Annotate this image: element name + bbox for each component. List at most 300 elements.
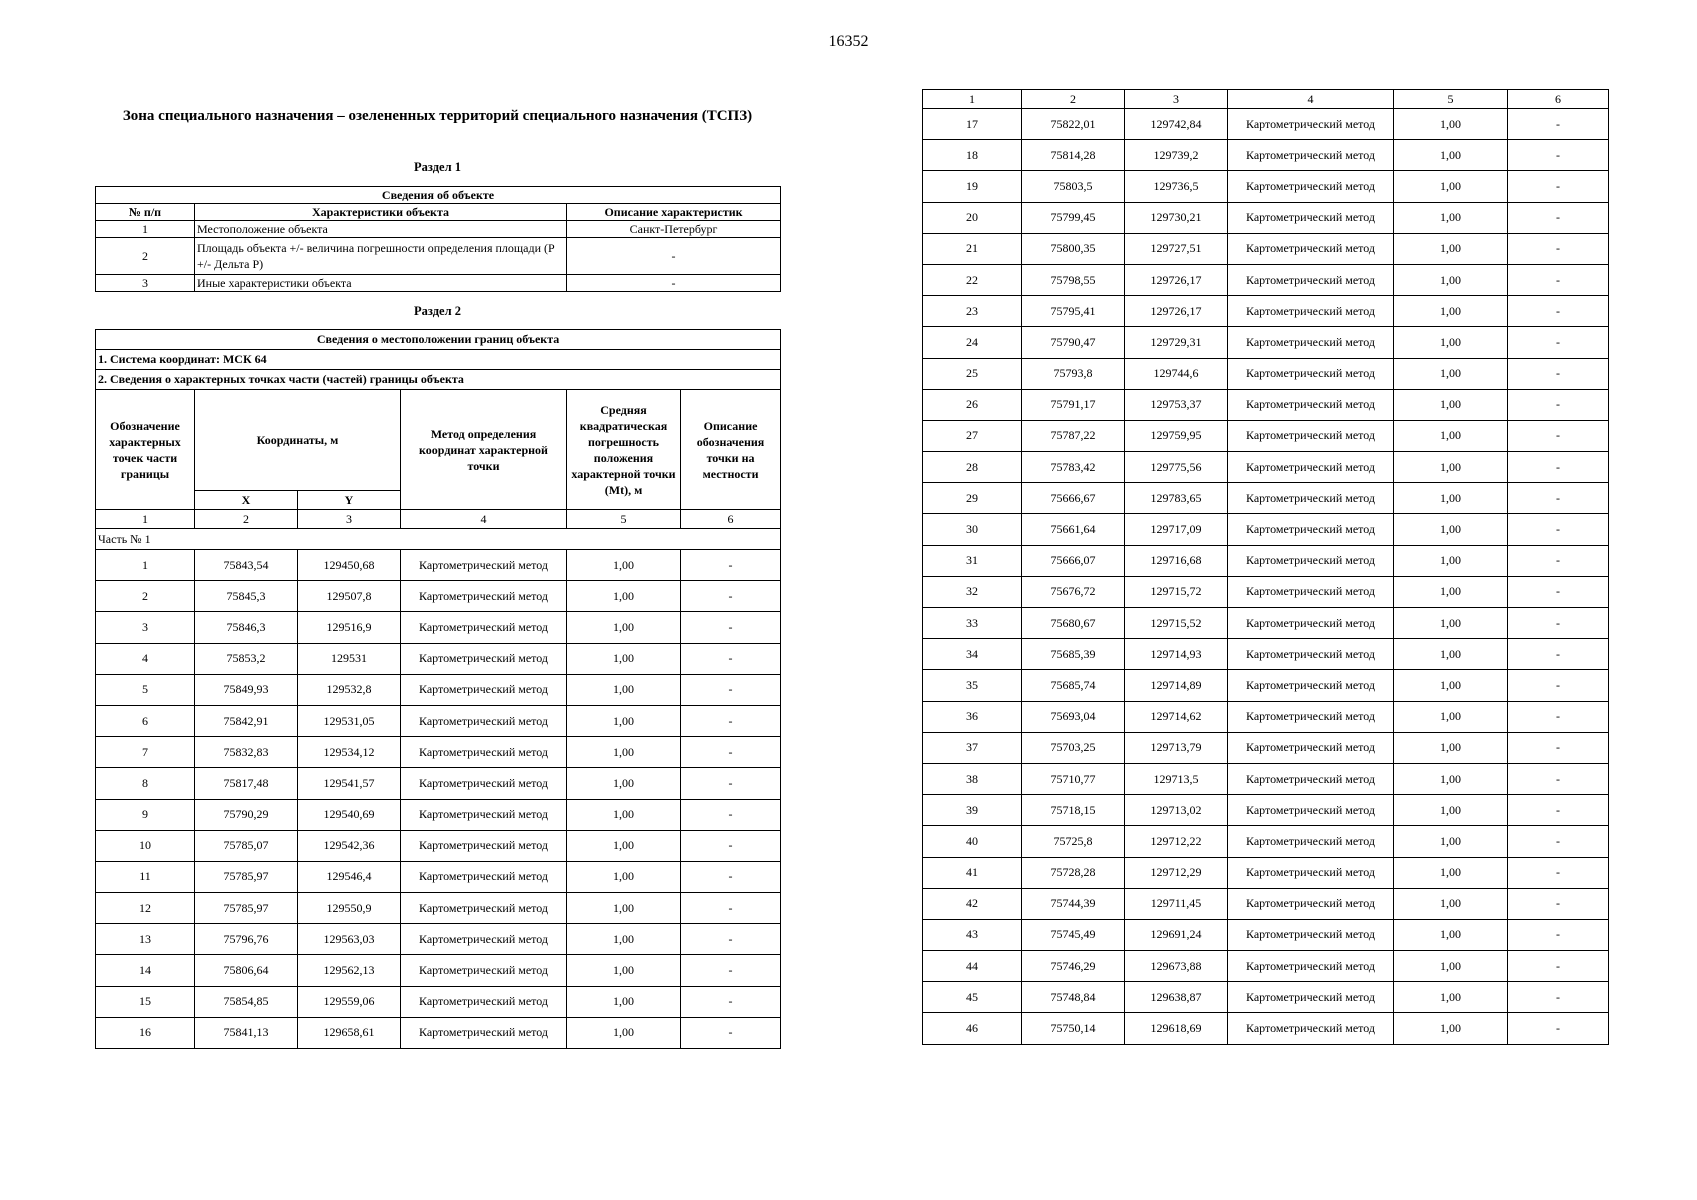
mean-error: 1,00 [1394,763,1508,794]
mean-error: 1,00 [1394,109,1508,140]
mean-error: 1,00 [1394,140,1508,171]
point-number: 16 [96,1017,195,1048]
point-description: - [1508,140,1609,171]
mean-error: 1,00 [1394,264,1508,295]
coord-x: 75832,83 [195,737,298,768]
mean-error: 1,00 [567,643,681,674]
point-number: 36 [923,701,1022,732]
method: Картометрический метод [1228,608,1394,639]
point-number: 26 [923,389,1022,420]
column-number: 3 [1125,90,1228,109]
mean-error: 1,00 [1394,389,1508,420]
point-description: - [681,830,781,861]
point-description: - [1508,701,1609,732]
coord-y: 129711,45 [1125,888,1228,919]
point-description: - [1508,826,1609,857]
coord-x: 75728,28 [1022,857,1125,888]
col-header-num: № п/п [96,204,195,221]
mean-error: 1,00 [567,955,681,986]
coord-x: 75798,55 [1022,264,1125,295]
point-number: 5 [96,674,195,705]
coord-y: 129691,24 [1125,919,1228,950]
mean-error: 1,00 [1394,732,1508,763]
mean-error: 1,00 [1394,795,1508,826]
method: Картометрический метод [401,612,567,643]
point-description: - [681,674,781,705]
point-number: 18 [923,140,1022,171]
table-row [96,737,781,768]
mean-error: 1,00 [567,986,681,1017]
mean-error: 1,00 [1394,514,1508,545]
point-description: - [1508,389,1609,420]
coord-y: 129729,31 [1125,327,1228,358]
table-row [923,420,1609,451]
coord-y: 129546,4 [298,861,401,892]
coord-y: 129713,02 [1125,795,1228,826]
table-row [923,951,1609,982]
coord-y: 129726,17 [1125,296,1228,327]
point-description: - [1508,763,1609,794]
point-number: 23 [923,296,1022,327]
table-row [923,826,1609,857]
coord-x: 75785,97 [195,893,298,924]
mean-error: 1,00 [1394,919,1508,950]
method: Картометрический метод [401,986,567,1017]
table-row [96,705,781,736]
coord-x: 75790,47 [1022,327,1125,358]
coord-y: 129759,95 [1125,420,1228,451]
method: Картометрический метод [1228,763,1394,794]
table-row [923,296,1609,327]
method: Картометрический метод [1228,639,1394,670]
point-description: - [1508,888,1609,919]
coord-x: 75661,64 [1022,514,1125,545]
object-row-num: 3 [96,275,195,292]
mean-error: 1,00 [1394,327,1508,358]
table-row [923,701,1609,732]
mean-error: 1,00 [1394,888,1508,919]
point-description: - [1508,109,1609,140]
mean-error: 1,00 [567,612,681,643]
coord-y: 129563,03 [298,924,401,955]
point-number: 30 [923,514,1022,545]
table-row [923,795,1609,826]
coord-x: 75822,01 [1022,109,1125,140]
mean-error: 1,00 [567,1017,681,1048]
coord-x: 75725,8 [1022,826,1125,857]
mean-error: 1,00 [1394,171,1508,202]
point-description: - [681,986,781,1017]
header-coordinates: Координаты, м [195,390,401,491]
coord-y: 129534,12 [298,737,401,768]
table-row [923,140,1609,171]
coord-y: 129715,72 [1125,576,1228,607]
point-number: 32 [923,576,1022,607]
method: Картометрический метод [401,768,567,799]
coord-x: 75785,97 [195,861,298,892]
point-description: - [681,861,781,892]
mean-error: 1,00 [567,705,681,736]
table-row [923,982,1609,1013]
point-number: 45 [923,982,1022,1013]
section-1-label: Раздел 1 [414,160,461,174]
column-number: 3 [298,510,401,529]
header-method: Метод определения координат характерной точки [401,390,567,510]
coord-x: 75710,77 [1022,763,1125,794]
coord-x: 75849,93 [195,674,298,705]
coord-y: 129541,57 [298,768,401,799]
table-row [96,799,781,830]
point-description: - [1508,452,1609,483]
mean-error: 1,00 [567,830,681,861]
point-description: - [1508,358,1609,389]
mean-error: 1,00 [1394,670,1508,701]
mean-error: 1,00 [1394,202,1508,233]
table-row [923,452,1609,483]
method: Картометрический метод [1228,389,1394,420]
point-number: 41 [923,857,1022,888]
point-number: 25 [923,358,1022,389]
method: Картометрический метод [1228,951,1394,982]
method: Картометрический метод [1228,701,1394,732]
column-number: 4 [1228,90,1394,109]
col-header-characteristic: Характеристики объекта [195,204,567,221]
point-number: 29 [923,483,1022,514]
coord-y: 129717,09 [1125,514,1228,545]
mean-error: 1,00 [1394,233,1508,264]
object-row-description: - [567,238,781,275]
point-description: - [681,643,781,674]
table-row [923,670,1609,701]
method: Картометрический метод [401,955,567,986]
point-description: - [1508,857,1609,888]
coordinate-system: 1. Система координат: МСК 64 [96,350,781,370]
coordinates-table-right [922,89,1609,1045]
point-number: 38 [923,763,1022,794]
table-row [923,202,1609,233]
mean-error: 1,00 [1394,420,1508,451]
point-description: - [681,550,781,581]
table-row [96,893,781,924]
method: Картометрический метод [401,924,567,955]
mean-error: 1,00 [1394,1013,1508,1044]
coord-y: 129739,2 [1125,140,1228,171]
point-number: 6 [96,705,195,736]
column-number: 5 [567,510,681,529]
point-number: 35 [923,670,1022,701]
method: Картометрический метод [1228,919,1394,950]
point-description: - [681,799,781,830]
point-number: 27 [923,420,1022,451]
table-row [923,327,1609,358]
point-number: 14 [96,955,195,986]
point-description: - [681,893,781,924]
point-number: 19 [923,171,1022,202]
method: Картометрический метод [1228,140,1394,171]
mean-error: 1,00 [1394,452,1508,483]
table-row [923,109,1609,140]
mean-error: 1,00 [1394,608,1508,639]
point-number: 9 [96,799,195,830]
coord-x: 75790,29 [195,799,298,830]
table-row [923,389,1609,420]
method: Картометрический метод [401,643,567,674]
method: Картометрический метод [1228,1013,1394,1044]
points-title: 2. Сведения о характерных точках части (частей) границы объекта [96,370,781,390]
point-description: - [681,737,781,768]
method: Картометрический метод [1228,670,1394,701]
table-row [96,955,781,986]
mean-error: 1,00 [567,674,681,705]
coord-y: 129715,52 [1125,608,1228,639]
point-description: - [1508,420,1609,451]
mean-error: 1,00 [567,799,681,830]
column-number: 6 [681,510,781,529]
coord-x: 75791,17 [1022,389,1125,420]
method: Картометрический метод [401,705,567,736]
point-description: - [1508,233,1609,264]
point-number: 3 [96,612,195,643]
document-title: Зона специального назначения – озелененных территорий специального назначения (ТСПЗ) [122,108,753,124]
point-number: 24 [923,327,1022,358]
table-row [923,514,1609,545]
point-number: 43 [923,919,1022,950]
point-description: - [1508,1013,1609,1044]
coord-x: 75693,04 [1022,701,1125,732]
coord-x: 75785,07 [195,830,298,861]
coord-x: 75676,72 [1022,576,1125,607]
coord-y: 129542,36 [298,830,401,861]
table-row [96,1017,781,1048]
point-description: - [1508,171,1609,202]
point-number: 8 [96,768,195,799]
mean-error: 1,00 [567,924,681,955]
method: Картометрический метод [401,830,567,861]
point-number: 37 [923,732,1022,763]
coord-y: 129658,61 [298,1017,401,1048]
coord-y: 129638,87 [1125,982,1228,1013]
column-number: 5 [1394,90,1508,109]
point-description: - [1508,670,1609,701]
method: Картометрический метод [401,893,567,924]
table-row [96,550,781,581]
point-number: 20 [923,202,1022,233]
method: Картометрический метод [1228,452,1394,483]
coord-x: 75750,14 [1022,1013,1125,1044]
method: Картометрический метод [1228,327,1394,358]
coord-y: 129712,29 [1125,857,1228,888]
point-description: - [681,1017,781,1048]
coord-y: 129531 [298,643,401,674]
coord-x: 75796,76 [195,924,298,955]
header-mean-error: Средняя квадратическая погрешность положения характерной точки (Mt), м [567,390,681,510]
method: Картометрический метод [1228,545,1394,576]
method: Картометрический метод [1228,795,1394,826]
point-description: - [1508,919,1609,950]
part-label: Часть № 1 [96,529,781,550]
coord-x: 75842,91 [195,705,298,736]
point-number: 34 [923,639,1022,670]
coord-x: 75685,74 [1022,670,1125,701]
coord-y: 129507,8 [298,581,401,612]
point-description: - [1508,202,1609,233]
point-description: - [1508,951,1609,982]
object-info-table [95,186,781,292]
header-x: X [195,491,298,510]
point-number: 22 [923,264,1022,295]
point-description: - [681,612,781,643]
coord-x: 75795,41 [1022,296,1125,327]
point-number: 10 [96,830,195,861]
coord-y: 129736,5 [1125,171,1228,202]
mean-error: 1,00 [1394,483,1508,514]
point-number: 33 [923,608,1022,639]
point-description: - [681,705,781,736]
object-row-description: Санкт-Петербург [567,221,781,238]
coord-x: 75799,45 [1022,202,1125,233]
coord-x: 75793,8 [1022,358,1125,389]
method: Картометрический метод [401,550,567,581]
col-header-description: Описание характеристик [567,204,781,221]
method: Картометрический метод [1228,732,1394,763]
coord-y: 129516,9 [298,612,401,643]
table-row [96,768,781,799]
mean-error: 1,00 [1394,826,1508,857]
method: Картометрический метод [1228,109,1394,140]
object-info-title: Сведения об объекте [96,187,781,204]
point-number: 1 [96,550,195,581]
table-row [923,483,1609,514]
coord-y: 129714,93 [1125,639,1228,670]
column-number: 2 [1022,90,1125,109]
coord-y: 129744,6 [1125,358,1228,389]
column-number: 4 [401,510,567,529]
object-row-num: 1 [96,221,195,238]
coord-y: 129727,51 [1125,233,1228,264]
coord-x: 75817,48 [195,768,298,799]
mean-error: 1,00 [1394,358,1508,389]
coord-x: 75685,39 [1022,639,1125,670]
table-row [96,924,781,955]
point-number: 39 [923,795,1022,826]
page-number: 16352 [828,33,869,50]
coord-x: 75803,5 [1022,171,1125,202]
point-description: - [1508,296,1609,327]
coord-x: 75680,67 [1022,608,1125,639]
point-number: 21 [923,233,1022,264]
method: Картометрический метод [1228,826,1394,857]
coord-y: 129714,89 [1125,670,1228,701]
point-description: - [681,955,781,986]
method: Картометрический метод [1228,420,1394,451]
method: Картометрический метод [1228,171,1394,202]
coord-y: 129726,17 [1125,264,1228,295]
method: Картометрический метод [1228,888,1394,919]
point-number: 31 [923,545,1022,576]
table-row [96,830,781,861]
coord-x: 75746,29 [1022,951,1125,982]
table-row [96,612,781,643]
point-number: 42 [923,888,1022,919]
table-row [923,545,1609,576]
point-description: - [1508,639,1609,670]
method: Картометрический метод [401,861,567,892]
point-description: - [1508,327,1609,358]
mean-error: 1,00 [567,893,681,924]
mean-error: 1,00 [1394,296,1508,327]
coord-x: 75800,35 [1022,233,1125,264]
point-number: 28 [923,452,1022,483]
coord-x: 75745,49 [1022,919,1125,950]
coord-y: 129783,65 [1125,483,1228,514]
coord-x: 75703,25 [1022,732,1125,763]
mean-error: 1,00 [1394,639,1508,670]
coord-x: 75814,28 [1022,140,1125,171]
mean-error: 1,00 [567,861,681,892]
coord-x: 75744,39 [1022,888,1125,919]
mean-error: 1,00 [567,550,681,581]
table-row [96,861,781,892]
point-description: - [681,581,781,612]
coord-y: 129742,84 [1125,109,1228,140]
mean-error: 1,00 [1394,545,1508,576]
mean-error: 1,00 [1394,951,1508,982]
mean-error: 1,00 [567,737,681,768]
point-description: - [1508,732,1609,763]
coord-y: 129450,68 [298,550,401,581]
left-column [95,106,780,1049]
point-description: - [1508,795,1609,826]
table-row [923,919,1609,950]
point-number: 7 [96,737,195,768]
coord-y: 129713,79 [1125,732,1228,763]
coordinates-table-left [95,329,781,1049]
header-y: Y [298,491,401,510]
coord-x: 75853,2 [195,643,298,674]
mean-error: 1,00 [567,581,681,612]
point-number: 44 [923,951,1022,982]
point-description: - [1508,545,1609,576]
coord-y: 129618,69 [1125,1013,1228,1044]
coord-y: 129714,62 [1125,701,1228,732]
coord-x: 75718,15 [1022,795,1125,826]
boundaries-title: Сведения о местоположении границ объекта [96,330,781,350]
coord-x: 75666,67 [1022,483,1125,514]
coord-x: 75845,3 [195,581,298,612]
coord-x: 75841,13 [195,1017,298,1048]
point-description: - [1508,514,1609,545]
point-number: 46 [923,1013,1022,1044]
coord-x: 75783,42 [1022,452,1125,483]
method: Картометрический метод [1228,982,1394,1013]
point-number: 13 [96,924,195,955]
object-row-characteristic: Иные характеристики объекта [195,275,567,292]
method: Картометрический метод [1228,202,1394,233]
table-row [923,608,1609,639]
table-row [96,674,781,705]
coord-y: 129532,8 [298,674,401,705]
point-description: - [1508,264,1609,295]
coord-x: 75854,85 [195,986,298,1017]
method: Картометрический метод [401,581,567,612]
point-description: - [1508,576,1609,607]
point-description: - [681,924,781,955]
point-number: 40 [923,826,1022,857]
coord-x: 75843,54 [195,550,298,581]
method: Картометрический метод [1228,483,1394,514]
object-row-characteristic: Площадь объекта +/- величина погрешности определения площади (P +/- Дельта P) [195,238,567,275]
header-point-designation: Обозначение характерных точек части границы [96,390,195,510]
